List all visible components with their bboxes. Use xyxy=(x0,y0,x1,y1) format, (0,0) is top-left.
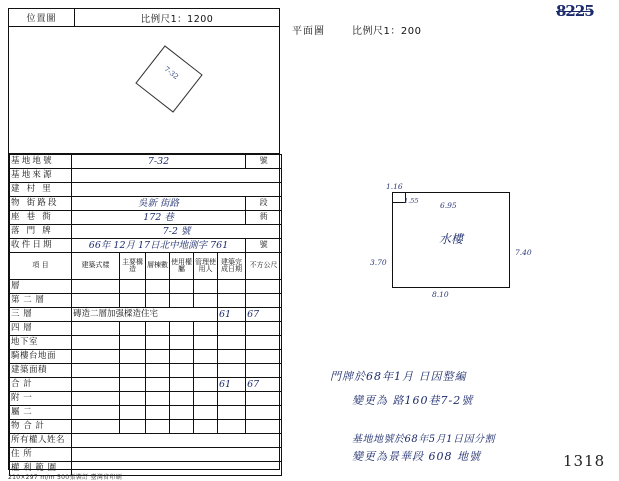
row-value-parcel-source xyxy=(72,169,282,183)
body-cell xyxy=(170,294,194,308)
body-row-label-12: 住 所 xyxy=(10,448,72,462)
body-row-label-11: 所有權人姓名 xyxy=(10,434,72,448)
body-cell xyxy=(218,364,246,378)
body-cell xyxy=(146,322,170,336)
table-row xyxy=(10,434,282,448)
body-cell xyxy=(218,420,246,434)
body-cell xyxy=(146,280,170,294)
annotation-parcel-new: 變更為景華段 608 地號 xyxy=(352,450,481,463)
body-cell xyxy=(194,322,218,336)
table-row xyxy=(10,197,282,211)
row-value-receipt-date: 66年 12月 17日北中地測字 761 xyxy=(72,239,246,253)
row-label-parcel-number: 基地地號 xyxy=(10,155,72,169)
plan-title: 平面圖 xyxy=(292,26,325,37)
body-cell xyxy=(120,322,146,336)
dimension-right: 7.40 xyxy=(515,248,532,257)
body-cell xyxy=(72,378,120,392)
stamp-top-right: 8225 xyxy=(556,2,594,20)
row-value-parcel-number: 7-32 xyxy=(72,155,246,169)
col-header-area: 不方公尺 xyxy=(246,253,282,280)
body-cell xyxy=(72,294,120,308)
body-cell xyxy=(146,420,170,434)
body-cell xyxy=(120,420,146,434)
table-column-headers xyxy=(10,253,282,280)
annotation-door-number-change: 門牌於68年1月 日因整編 xyxy=(330,370,467,383)
body-cell xyxy=(170,406,194,420)
body-cell xyxy=(218,392,246,406)
body-cell xyxy=(170,336,194,350)
body-cell xyxy=(120,294,146,308)
table-row xyxy=(10,308,282,322)
body-row-label-6: 建築面積 xyxy=(10,364,72,378)
body-cell: 61 xyxy=(218,378,246,392)
building-label: 水樓 xyxy=(438,232,463,246)
body-cell xyxy=(194,378,218,392)
table-row xyxy=(10,211,282,225)
body-row-label-0: 層 xyxy=(10,280,72,294)
row-label-parcel-source: 基地來源 xyxy=(10,169,72,183)
parcel-shape-icon xyxy=(135,45,202,112)
body-cell xyxy=(194,280,218,294)
body-cell xyxy=(146,350,170,364)
row-value-street: 吳新 街路 xyxy=(72,197,246,211)
body-cell xyxy=(170,350,194,364)
table-row xyxy=(10,322,282,336)
table-row xyxy=(10,183,282,197)
annotation-parcel-split: 基地地號於68年5月1日因分割 xyxy=(352,434,495,445)
table-row xyxy=(10,294,282,308)
body-cell xyxy=(146,406,170,420)
body-cell xyxy=(120,364,146,378)
stamp-bottom-right: 1318 xyxy=(563,452,606,470)
col-header-manager: 管理使用人 xyxy=(194,253,218,280)
row-value-village xyxy=(72,183,282,197)
dimension-top-notch: 1.55 xyxy=(404,197,419,205)
location-map-area xyxy=(9,27,279,154)
location-map-title: 位置圖 xyxy=(9,9,75,26)
body-row-label-5: 騎樓台地面 xyxy=(10,350,72,364)
table-row xyxy=(10,448,282,462)
parcel-map-label: 7-32 xyxy=(162,65,180,82)
table-row xyxy=(10,406,282,420)
body-cell xyxy=(194,294,218,308)
body-cell xyxy=(218,406,246,420)
dimension-top-left: 1.16 xyxy=(386,182,403,191)
row-label-receipt-date: 收件日期 xyxy=(10,239,72,253)
body-cell: 67 xyxy=(246,308,282,322)
dimension-bottom: 8.10 xyxy=(432,290,449,299)
body-cell xyxy=(246,350,282,364)
row-unit-street: 段 xyxy=(246,197,282,211)
body-cell xyxy=(72,406,120,420)
col-header-structure: 主要構造 xyxy=(120,253,146,280)
body-cell xyxy=(194,420,218,434)
body-cell xyxy=(194,350,218,364)
body-cell xyxy=(72,392,120,406)
body-cell xyxy=(194,406,218,420)
body-cell xyxy=(120,280,146,294)
table-row xyxy=(10,336,282,350)
row-label-lane: 座 巷 衖 xyxy=(10,211,72,225)
table-row xyxy=(10,364,282,378)
body-cell xyxy=(120,392,146,406)
body-cell xyxy=(72,280,120,294)
body-cell xyxy=(246,406,282,420)
dimension-top-right: 6.95 xyxy=(440,201,457,210)
body-cell xyxy=(72,420,120,434)
body-row-label-8: 附 一 xyxy=(10,392,72,406)
body-cell xyxy=(246,364,282,378)
body-cell xyxy=(170,364,194,378)
form-table xyxy=(9,154,282,476)
col-header-use-right: 使用權屬 xyxy=(170,253,194,280)
body-cell xyxy=(194,364,218,378)
body-cell: 67 xyxy=(246,378,282,392)
body-cell xyxy=(120,350,146,364)
body-cell-owner-address xyxy=(72,448,282,462)
form-header xyxy=(9,9,279,27)
body-cell xyxy=(218,322,246,336)
row-value-door-number: 7-2 號 xyxy=(72,225,282,239)
form-print-footer: 210×297 m/m 500張裝訂 臺灣省印刷 xyxy=(8,474,123,481)
table-row xyxy=(10,225,282,239)
body-cell xyxy=(218,294,246,308)
body-cell xyxy=(194,392,218,406)
body-cell xyxy=(72,336,120,350)
body-row-label-3: 四 層 xyxy=(10,322,72,336)
body-row-label-4: 地下室 xyxy=(10,336,72,350)
body-cell xyxy=(146,392,170,406)
table-row xyxy=(10,392,282,406)
body-cell xyxy=(146,294,170,308)
table-row xyxy=(10,169,282,183)
body-cell xyxy=(218,336,246,350)
body-row-label-1: 第 二 層 xyxy=(10,294,72,308)
annotation-door-number-new: 變更為 路160巷7-2號 xyxy=(352,394,474,407)
body-row-label-2: 三 層 xyxy=(10,308,72,322)
body-cell xyxy=(218,280,246,294)
body-cell xyxy=(120,406,146,420)
table-row xyxy=(10,239,282,253)
body-cell xyxy=(170,392,194,406)
row-unit-lane: 衖 xyxy=(246,211,282,225)
body-cell xyxy=(246,294,282,308)
body-cell xyxy=(170,378,194,392)
table-row xyxy=(10,155,282,169)
row-label-street: 物 街路段 xyxy=(10,197,72,211)
body-row-label-13: 權 利 範 圍 xyxy=(10,462,72,476)
body-cell xyxy=(170,322,194,336)
plan-scale: 比例尺1：200 xyxy=(352,26,422,37)
body-cell xyxy=(170,420,194,434)
body-cell xyxy=(72,322,120,336)
body-cell xyxy=(246,280,282,294)
body-cell xyxy=(72,350,120,364)
body-cell xyxy=(146,336,170,350)
body-cell xyxy=(120,378,146,392)
body-cell xyxy=(72,364,120,378)
row-label-door-number: 落 門 牌 xyxy=(10,225,72,239)
dimension-left: 3.70 xyxy=(370,258,387,267)
body-cell xyxy=(120,336,146,350)
body-cell xyxy=(246,392,282,406)
body-cell xyxy=(246,322,282,336)
body-cell xyxy=(146,364,170,378)
body-cell-owner-name xyxy=(72,434,282,448)
body-cell xyxy=(194,336,218,350)
table-row xyxy=(10,378,282,392)
row-value-lane: 172 巷 xyxy=(72,211,246,225)
body-cell xyxy=(170,280,194,294)
body-cell xyxy=(146,378,170,392)
table-row xyxy=(10,350,282,364)
row-unit-parcel-number: 號 xyxy=(246,155,282,169)
body-row-label-9: 屬 二 xyxy=(10,406,72,420)
body-cell: 61 xyxy=(218,308,246,322)
land-building-form xyxy=(8,8,280,474)
location-map-scale: 比例尺1：1200 xyxy=(140,13,214,25)
body-cell xyxy=(218,350,246,364)
body-row-label-7: 合 計 xyxy=(10,378,72,392)
col-header-item: 項 目 xyxy=(10,253,72,280)
table-row xyxy=(10,280,282,294)
body-row-label-10: 物 合 計 xyxy=(10,420,72,434)
row-label-village: 建 村 里 xyxy=(10,183,72,197)
row-unit-receipt-date: 號 xyxy=(246,239,282,253)
body-cell xyxy=(246,420,282,434)
table-row xyxy=(10,420,282,434)
body-cell xyxy=(246,336,282,350)
body-cell-structure-desc: 磚造二層加强樑造住宅 xyxy=(72,308,218,322)
col-header-floors: 層棟數 xyxy=(146,253,170,280)
col-header-completion-date: 建築完成日期 xyxy=(218,253,246,280)
col-header-style: 建築式樣 xyxy=(72,253,120,280)
